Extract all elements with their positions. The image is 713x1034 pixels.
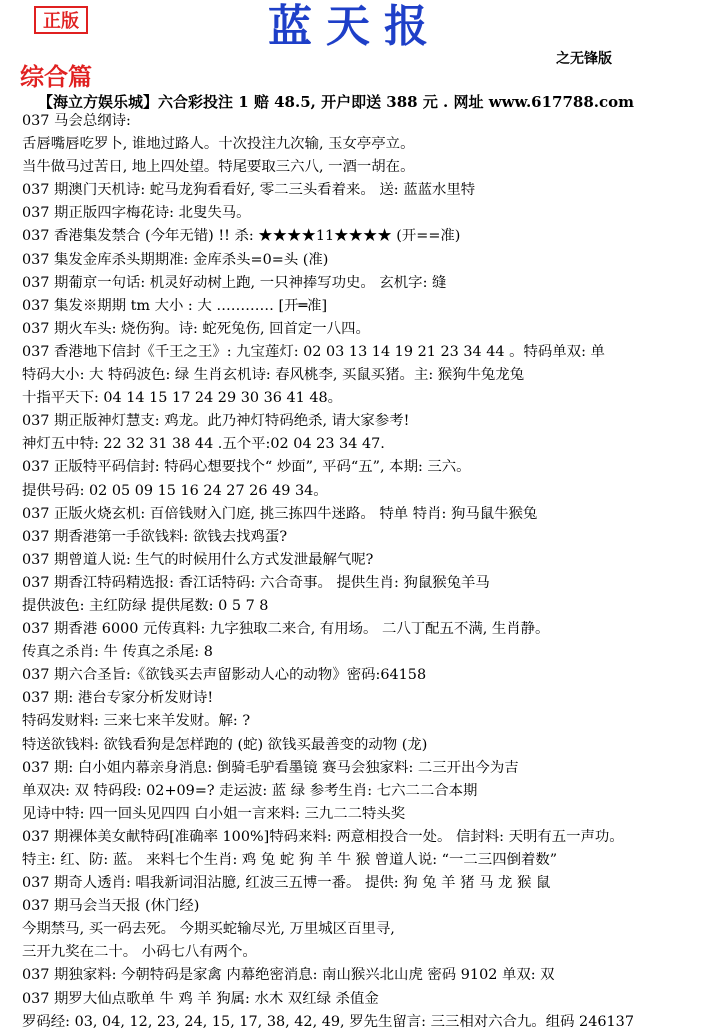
text-line: 舌唇嘴唇吃罗卜, 谁地过路人。十次投注九次输, 玉女亭亭立。 (22, 136, 415, 153)
text-line: 037 期曾道人说: 生气的时候用什么方式发泄最解气呢? (22, 551, 374, 568)
text-line: 037 期奇人透肖: 唱我新词泪沾臆, 红波三五博一番。 提供: 狗 兔 羊 猪 马 龙 猴 鼠 (22, 875, 551, 892)
edition-label: 之无锋版 (556, 51, 612, 67)
content-lines (22, 110, 708, 1034)
text-line: 特码发财料: 三来七来羊发财。解: ? (22, 713, 251, 730)
text-line: 037 马会总纲诗: (22, 113, 131, 129)
text-line: 037 集发※期期 tm 大小 : 大 ………… [开═准] (22, 297, 328, 314)
text-line: 特码大小: 大 特码波色: 绿 生肖玄机诗: 春风桃李, 买鼠买猪。主: 猴狗牛兔龙兔 (22, 367, 525, 384)
text-line: 十指平天下: 04 14 15 17 24 29 30 36 41 48。 (22, 390, 343, 407)
text-line: 037 期: 白小姐内幕亲身消息: 倒骑毛驴看墨镜 赛马会独家料: 二三开出今为吉 (22, 759, 519, 776)
text-line: 三开九奖在二十。 小码七八有两个。 (22, 944, 257, 961)
text-line: 单双决: 双 特码段: 02+09=? 走运波: 蓝 绿 参考生肖: 七六二二合本期 (22, 782, 478, 799)
ad-banner: 【海立方娱乐城】六合彩投注 1 赔 48.5, 开户即送 388 元 . 网址 www.617788.com (38, 93, 635, 111)
text-line: 037 期: 港台专家分析发财诗! (22, 690, 214, 707)
text-line: 037 期香港 6000 元传真料: 九字独取二来合, 有用场。 二八丁配五不满, 生肖静。 (22, 621, 550, 638)
text-line: 037 期裸体美女献特码[准确率 100%]特码来料: 两意相投合一处。 信封料: 天明有五一声功。 (22, 828, 624, 845)
edition-badge: 正版 (34, 6, 88, 34)
text-line: 037 香港集发禁合 (今年无错) !! 杀: ★★★★11★★★★ (开==准) (22, 228, 461, 245)
text-line: 037 期正版神灯慧支: 鸡龙。此乃神灯特码绝杀, 请大家参考! (22, 413, 410, 430)
text-line: 037 期独家料: 今朝特码是家禽 内幕绝密消息: 南山猴兴北山虎 密码 9102 单双: 双 (22, 967, 555, 984)
text-line: 037 期马会当天报 (休门经) (22, 898, 200, 915)
text-line: 037 集发金库杀头期期准: 金库杀头=0=头 (准) (22, 251, 329, 268)
text-line: 037 期香港第一手欲钱料: 欲钱去找鸡蛋? (22, 528, 288, 545)
text-line: 特送欲钱料: 欲钱看狗是怎样跑的 (蛇) 欲钱买最善变的动物 (龙) (22, 736, 428, 753)
section-heading: 综合篇 (20, 62, 92, 91)
text-line: 037 期火车头: 烧伤狗。诗: 蛇死兔伤, 回首定一八四。 (22, 320, 370, 337)
newspaper-title: 蓝天报 (268, 1, 442, 52)
text-line: 037 正版火烧玄机: 百倍钱财入门庭, 挑三拣四牛迷路。 特单 特肖: 狗马鼠牛猴兔 (22, 505, 538, 522)
text-line: 神灯五中特: 22 32 31 38 44 .五个平:02 04 23 34 47. (22, 436, 385, 453)
text-line: 提供波色: 主红防绿 提供尾数: 0 5 7 8 (22, 597, 269, 614)
text-line: 今期禁马, 买一码去死。 今期买蛇输尽光, 万里城区百里寻, (22, 921, 395, 938)
text-line: 特主: 红、防: 蓝。 来料七个生肖: 鸡 兔 蛇 狗 羊 牛 猴 曾道人说: “一二三四倒着数” (22, 852, 558, 868)
text-line: 传真之杀肖: 牛 传真之杀尾: 8 (22, 644, 213, 661)
text-line: 罗码经: 03, 04, 12, 23, 24, 15, 17, 38, 42, 49, 罗先生留言: 三三相对六合九。组码 246137 (22, 1013, 634, 1030)
text-line: 037 期罗大仙点歌单 牛 鸡 羊 狗属: 水木 双红绿 杀值金 (22, 990, 379, 1007)
text-line: 037 期六合圣旨:《欲钱买去声留影动人心的动物》密码:64158 (22, 667, 427, 684)
text-line: 提供号码: 02 05 09 15 16 24 27 26 49 34。 (22, 482, 328, 499)
text-line: 037 期正版四字梅花诗: 北叟失马。 (22, 205, 251, 222)
text-line: 037 香港地下信封《千王之王》: 九宝莲灯: 02 03 13 14 19 21 23 34 44 。特码单双: 单 (22, 343, 605, 360)
text-line: 037 期葡京一句话: 机灵好动树上跑, 一只神捧写功史。 玄机字: 缝 (22, 274, 447, 291)
text-line: 037 期澳门天机诗: 蛇马龙狗看看好, 零二三头看着来。 送: 蓝蓝水里特 (22, 182, 476, 199)
text-line: 当牛做马过苦日, 地上四处望。特尾要取三六八, 一酒一胡在。 (22, 159, 415, 176)
text-line: 037 正版特平码信封: 特码心想要找个“ 炒面”, 平码“五”, 本期: 三六。 (22, 459, 471, 476)
text-line: 037 期香江特码精选报: 香江话特码: 六合奇事。 提供生肖: 狗鼠猴兔羊马 (22, 574, 490, 591)
text-line: 见诗中特: 四一回头见四四 白小姐一言来料: 三九二二特头奖 (22, 805, 406, 822)
